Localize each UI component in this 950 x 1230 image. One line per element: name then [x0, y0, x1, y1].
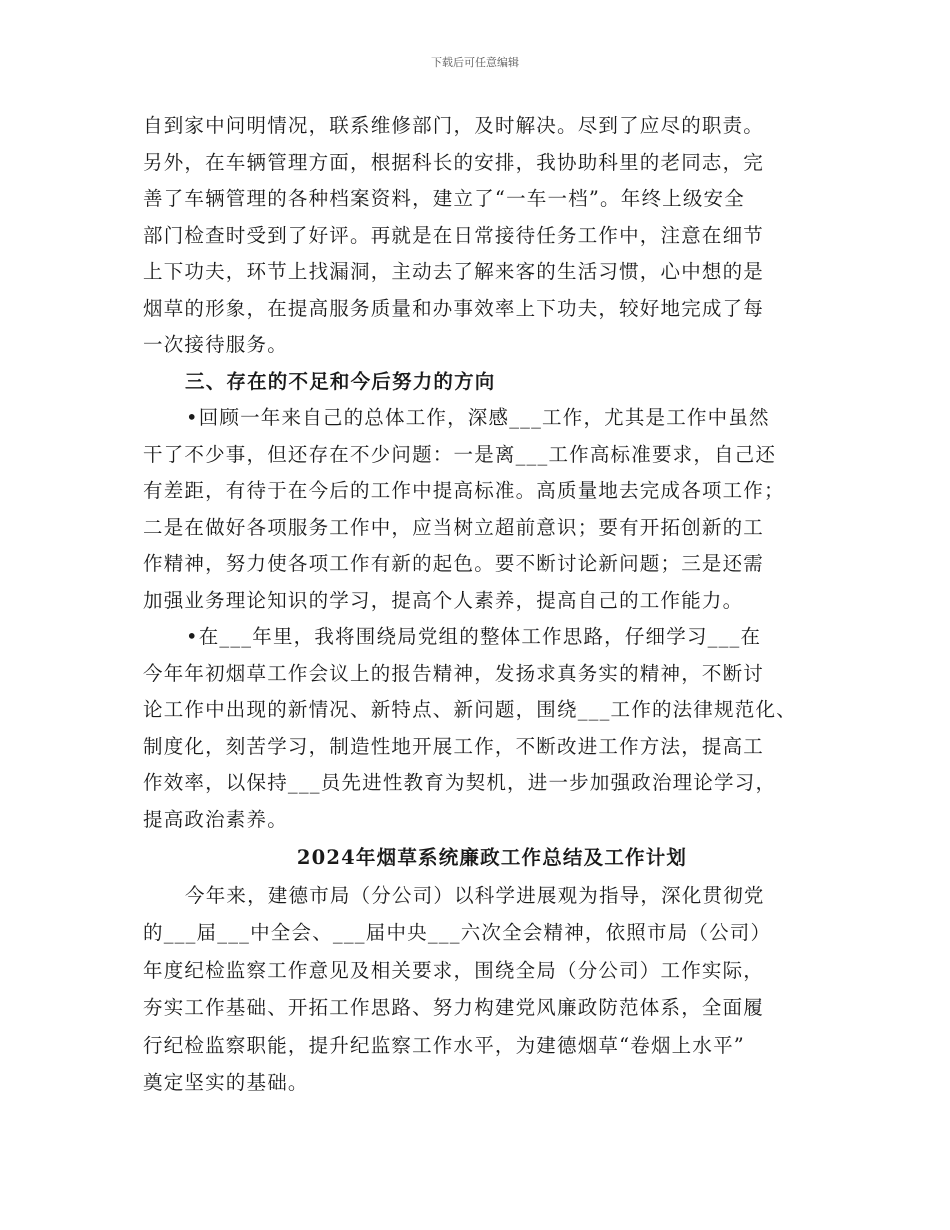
- text-line: 有差距，有待于在今后的工作中提高标准。高质量地去完成各项工作；: [143, 479, 785, 502]
- text-line: 奠定坚实的基础。: [143, 1071, 309, 1094]
- text-line: 的___届___中全会、___届中央___六次全会精神，依照市局（公司）: [143, 921, 772, 944]
- text-line: 今年来，建德市局（分公司）以科学进展观为指导，深化贯彻党: [185, 883, 765, 907]
- text-line: 夯实工作基础、开拓工作思路、努力构建党风廉政防范体系，全面履: [143, 996, 765, 1019]
- text-line: •回顾一年来自己的总体工作，深感___工作，尤其是工作中虽然: [186, 406, 770, 429]
- page-header-note: 下载后可任意编辑: [431, 56, 519, 69]
- text-line: 作效率，以保持___员先进性教育为契机，进一步加强政治理论学习，: [143, 771, 777, 794]
- article-title: 2024年烟草系统廉政工作总结及工作计划: [296, 846, 688, 869]
- text-line: 干了不少事，但还存在不少问题：一是离___工作高标准要求，自己还: [143, 442, 777, 466]
- text-line: 烟草的形象，在提高服务质量和办事效率上下功夫，较好地完成了每: [143, 296, 765, 320]
- document-body: [143, 108, 813, 1102]
- text-line: 加强业务理论知识的学习，提高个人素养，提高自己的工作能力。: [143, 588, 744, 612]
- text-line: 一次接待服务。: [143, 333, 288, 356]
- text-line: 自到家中问明情况，联系维修部门，及时解决。尽到了应尽的职责。: [143, 114, 765, 137]
- paragraph-shortcomings: [143, 400, 813, 619]
- section-heading: 三、存在的不足和今后努力的方向: [185, 369, 496, 393]
- text-line: 上下功夫，环节上找漏洞，主动去了解来客的生活习惯，心中想的是: [143, 260, 765, 283]
- text-line: 今年年初烟草工作会议上的报告精神，发扬求真务实的精神，不断讨: [143, 661, 765, 685]
- text-line: 作精神，努力使各项工作有新的起色。要不断讨论新问题；三是还需: [143, 552, 765, 575]
- text-line: 二是在做好各项服务工作中，应当树立超前意识；要有开拓创新的工: [143, 515, 765, 539]
- text-line: 部门检查时受到了好评。再就是在日常接待任务工作中，注意在细节: [143, 223, 765, 247]
- paragraph-next-year-plan: [143, 619, 813, 838]
- text-line: 行纪检监察职能，提升纪监察工作水平，为建德烟草“卷烟上水平”: [143, 1033, 745, 1057]
- paragraph-vehicle-management: [143, 108, 813, 364]
- text-line: 制度化，刻苦学习，制造性地开展工作，不断改进工作方法，提高工: [143, 734, 765, 758]
- text-line: 另外，在车辆管理方面，根据科长的安排，我协助科里的老同志，完: [143, 150, 765, 174]
- text-line: 论工作中出现的新情况、新特点、新问题，围绕___工作的法律规范化、: [143, 698, 797, 721]
- text-line: •在___年里，我将围绕局党组的整体工作思路，仔细学习___在: [186, 625, 762, 648]
- text-line: 年度纪检监察工作意见及相关要求，围绕全局（分公司）工作实际，: [143, 958, 765, 982]
- text-line: 善了车辆管理的各种档案资料，建立了“一车一档”。年终上级安全: [143, 187, 745, 210]
- paragraph-article-intro: [143, 877, 813, 1102]
- text-line: 提高政治素养。: [143, 807, 288, 831]
